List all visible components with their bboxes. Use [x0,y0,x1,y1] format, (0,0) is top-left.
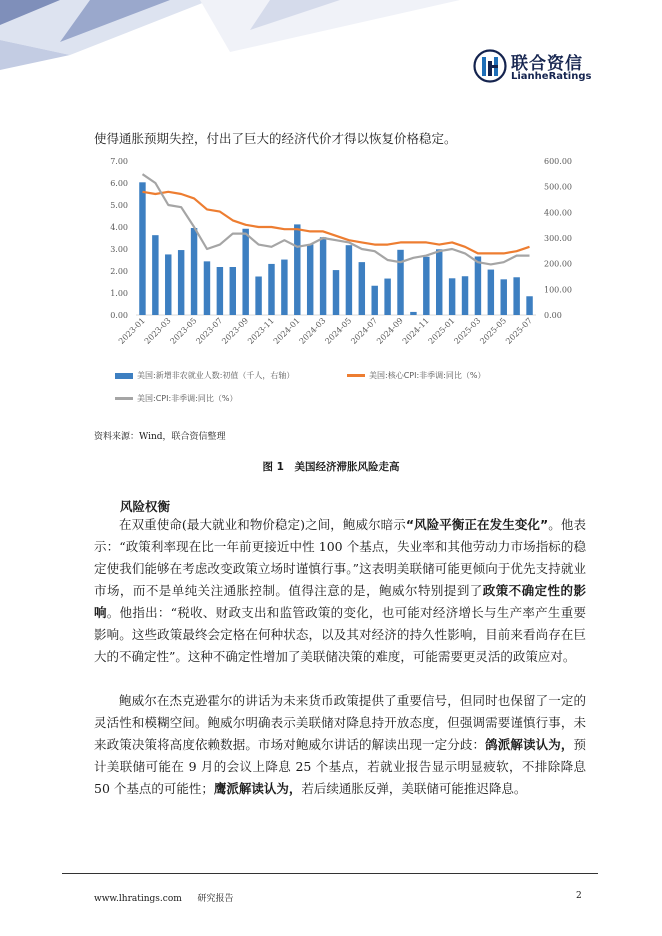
footer-website[interactable]: www.lhratings.com [94,894,182,904]
payrolls-bar [501,279,507,315]
legend-label-payrolls: 美国:新增非农就业人数:初值（千人，右轴） [137,371,295,380]
x-axis-tick: 2025-03 [452,316,483,346]
page-number: 2 [576,891,582,901]
x-axis-tick: 2023-09 [220,316,251,346]
right-axis-tick: 100.00 [544,285,572,295]
footer-divider [62,873,598,874]
right-axis-tick: 200.00 [544,259,572,269]
right-axis-tick: 600.00 [544,157,572,166]
right-axis-tick: 300.00 [544,234,572,243]
left-axis-tick: 1.00 [110,289,128,298]
intro-text: 使得通胀预期失控，付出了巨大的经济代价才得以恢复价格稳定。 [94,131,457,146]
para1-bold-quote: “风险平衡正在发生变化” [405,517,549,532]
para1-text-e: 。他指出：“税收、财政支出和监管政策的变化，也可能对经济增长与生产率产生重要影响。这些政策最终会定格在何种状态，以及其对经济的持久性影响，目前来看尚存在巨大的不确定性”。这种不确定性增加了美联储决策的难度，可能需要更灵活的政策应对。 [94,605,586,664]
para1-text-a: 在双重使命(最大就业和物价稳定)之间，鲍威尔暗示 [119,517,406,532]
figure-caption: 图 1 美国经济滞胀风险走高 [262,461,400,473]
logo-mark-icon [473,49,507,83]
payrolls-bar [436,249,442,315]
payrolls-bar [526,296,532,315]
legend-item-payrolls [115,370,294,381]
x-axis-tick: 2025-01 [426,316,457,346]
legend-swatch-cpi [115,397,133,400]
company-logo [473,49,593,89]
payrolls-bar [152,235,158,315]
para2-bold-hawkish: 鹰派解读认为， [213,781,302,796]
legend-swatch-bar [115,373,133,379]
para2-text-c: 预计美联储可能在 9 月的会议上降息 25 个基点，若就业报告显示明显疲软，不排除降息 50 个基点的可能性； [94,737,586,796]
x-axis-tick: 2025-07 [504,316,534,346]
payrolls-bar [371,286,377,315]
x-axis-tick: 2024-07 [349,316,380,346]
paragraph-risk-balance [94,514,586,668]
para1-text-c: 。他表示：“政策利率现在比一年前更接近中性 100 个基点，失业率和其他劳动力市场指标的稳定使我们能够在考虑改变政策立场时谨慎行事。”这表明美联储可能更倾向于优先支持就业市场，而不是单纯关注通胀控制。值得注意的是，鲍威尔特别提到了 [94,517,586,598]
para2-bold-dovish: 鸽派解读认为， [485,737,574,752]
payrolls-bar [359,262,365,315]
para2-text-e: 若后续通胀反弹，美联储可能推迟降息。 [301,781,527,796]
left-axis-tick: 2.00 [110,267,128,276]
left-axis-tick: 4.00 [110,223,128,232]
payrolls-bar [217,267,223,315]
x-axis-tick: 2023-05 [168,316,199,346]
payrolls-bar [230,267,236,315]
payrolls-bar [139,182,145,315]
cpi-series-line [143,192,530,254]
logo-english-name: LianheRatings [511,71,592,82]
section-heading: 风险权衡 [120,499,171,514]
legend-label-core-cpi: 美国:核心CPI:非季调:同比（%） [369,371,486,380]
footer-doc-type: 研究报告 [197,894,234,904]
payrolls-bar [462,276,468,315]
payrolls-bar [475,256,481,315]
x-axis-tick: 2025-05 [478,316,509,346]
payrolls-bar [268,264,274,315]
left-axis-tick: 6.00 [110,179,128,188]
x-axis-labels [117,316,534,346]
chart-legend [115,370,565,410]
right-axis-labels [544,157,572,320]
x-axis-tick: 2023-07 [194,316,225,346]
payrolls-bar [513,277,519,315]
footer-info [94,891,234,904]
payrolls-bar [346,245,352,315]
x-axis-tick: 2024-11 [400,316,431,346]
paragraph-market-interpretation [94,690,586,800]
legend-label-cpi: 美国:CPI:非季调:同比（%） [137,394,238,403]
legend-swatch-core [347,374,365,377]
logo-chinese-name: 联合资信 [511,54,583,74]
payrolls-bar [178,250,184,315]
payrolls-bar [423,257,429,315]
x-axis-tick: 2023-03 [142,316,173,346]
payrolls-bar [397,250,403,315]
x-axis-tick: 2024-05 [323,316,354,346]
payrolls-bar [294,224,300,315]
para1-bold-uncertainty: 政策不确定性的影响 [94,583,586,620]
payrolls-bar [191,228,197,315]
payrolls-bar [320,237,326,315]
payrolls-bar [242,229,248,315]
para2-text-a: 鲍威尔在杰克逊霍尔的讲话为未来货币政策提供了重要信号，但同时也保留了一定的灵活性和模糊空间。鲍威尔明确表示美联储对降息持开放态度，但强调需要谨慎行事，未来政策决策将高度依赖数据。市场对鲍威尔讲话的解读出现一定分歧： [94,693,586,752]
x-axis-tick: 2023-01 [116,316,147,346]
payrolls-bar [165,254,171,315]
payrolls-bar [384,279,390,315]
payrolls-bar [307,244,313,315]
left-axis-tick: 0.00 [110,311,128,320]
x-axis-tick: 2024-01 [271,316,302,346]
left-axis-tick: 5.00 [110,201,128,210]
cpi-lines [143,174,530,264]
payrolls-bar [449,278,455,315]
right-axis-tick: 400.00 [544,208,572,218]
right-axis-tick: 0.00 [544,311,562,320]
right-axis-tick: 500.00 [544,182,572,192]
payrolls-bar [204,261,210,315]
legend-item-core-cpi [347,370,485,381]
left-axis-tick: 7.00 [110,157,128,166]
payrolls-bar [281,260,287,315]
x-axis-tick: 2024-09 [375,316,405,346]
legend-item-cpi [115,393,237,404]
payrolls-bar [410,312,416,315]
left-axis-tick: 3.00 [110,245,128,254]
payrolls-bar [488,270,494,315]
x-axis-tick: 2023-11 [246,316,276,346]
payrolls-bar [255,277,261,316]
x-axis-tick: 2024-03 [297,316,328,346]
chart-source: 资料来源：Wind，联合资信整理 [94,432,226,442]
payrolls-bar [333,270,339,315]
